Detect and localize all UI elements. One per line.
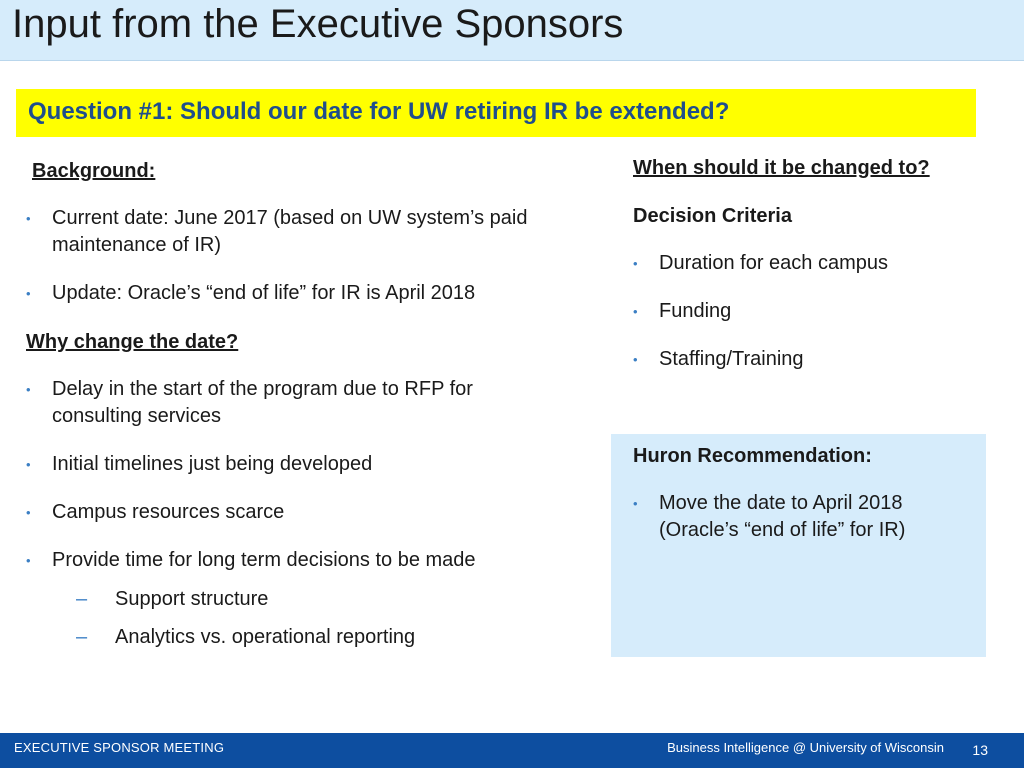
why-item: • Initial timelines just being developed (26, 451, 566, 478)
criteria-heading: Decision Criteria (633, 205, 792, 227)
recommendation-heading: Huron Recommendation: (633, 445, 872, 467)
bullet-icon: • (633, 352, 638, 367)
footer-meeting-label: EXECUTIVE SPONSOR MEETING (14, 740, 225, 755)
bullet-icon: • (26, 457, 31, 472)
bullet-icon: • (26, 505, 31, 520)
criteria-item: • Funding (633, 298, 973, 325)
why-heading: Why change the date? (26, 331, 239, 353)
background-item: • Current date: June 2017 (based on UW system’s paid maintenance of IR) (26, 207, 528, 256)
sub-item: – Support structure (76, 586, 268, 613)
background-heading: Background: (32, 160, 156, 182)
page-number: 13 (972, 742, 988, 758)
dash-icon: – (76, 588, 88, 610)
bullet-icon: • (26, 382, 31, 397)
why-item: • Delay in the start of the program due to RFP for consulting services (26, 378, 473, 427)
bullet-icon: • (26, 286, 31, 301)
recommendation-item: • Move the date to April 2018 (Oracle’s “end of life” for IR) (633, 492, 906, 541)
why-item: • Campus resources scarce (26, 499, 566, 526)
background-item: • Update: Oracle’s “end of life” for IR is April 2018 (26, 280, 566, 307)
bullet-icon: • (26, 211, 31, 226)
footer (0, 733, 1024, 768)
bullet-icon: • (26, 553, 31, 568)
bullet-icon: • (633, 496, 638, 511)
when-heading: When should it be changed to? (633, 157, 930, 179)
dash-icon: – (76, 626, 88, 648)
slide-title: Input from the Executive Sponsors (12, 2, 624, 46)
sub-item: – Analytics vs. operational reporting (76, 624, 415, 651)
title-bar (0, 0, 1024, 61)
bullet-icon: • (633, 256, 638, 271)
criteria-item: • Duration for each campus (633, 250, 973, 277)
bullet-icon: • (633, 304, 638, 319)
why-item: • Provide time for long term decisions to be made (26, 547, 586, 574)
footer-org-label: Business Intelligence @ University of Wisconsin (667, 740, 944, 755)
question-text: Question #1: Should our date for UW retiring IR be extended? (28, 98, 730, 125)
criteria-item: • Staffing/Training (633, 346, 973, 373)
question-banner (16, 89, 976, 137)
